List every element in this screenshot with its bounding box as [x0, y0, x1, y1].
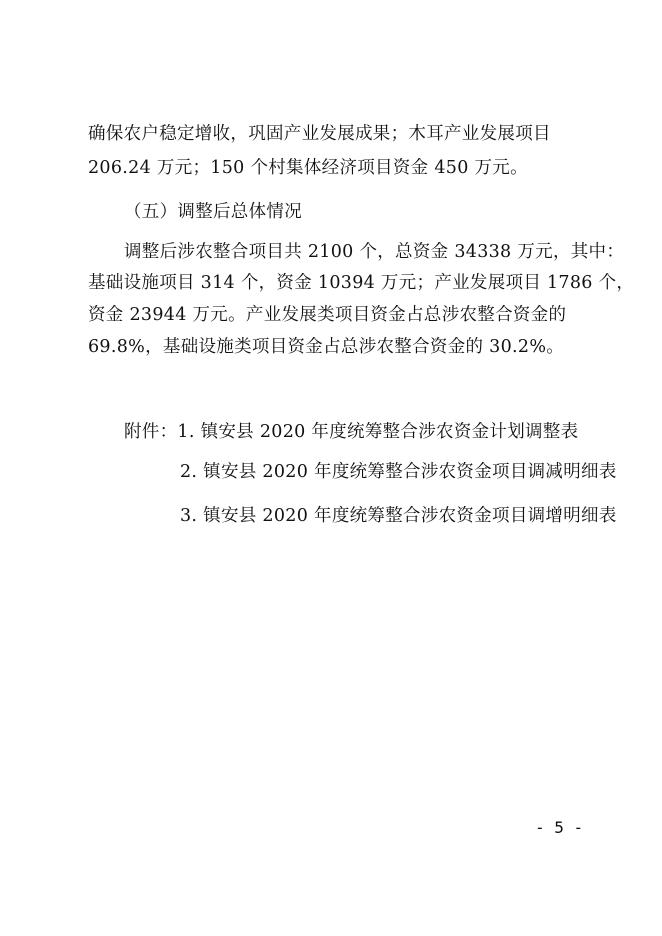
paragraph-line: 206.24 万元；150 个村集体经济项目资金 450 万元。	[88, 158, 528, 178]
paragraph-line: 基础设施项目 314 个，资金 10394 万元；产业发展项目 1786 个，	[88, 273, 635, 293]
attachment-item	[124, 420, 578, 444]
attachment-item: 3. 镇安县 2020 年度统筹整合涉农资金项目调增明细表	[180, 506, 617, 526]
attachment-title: 1. 镇安县 2020 年度统筹整合涉农资金计划调整表	[177, 422, 579, 442]
paragraph-line: 调整后涉农整合项目共 2100 个，总资金 34338 万元，其中：	[124, 242, 625, 262]
paragraph-line: 确保农户稳定增收，巩固产业发展成果；木耳产业发展项目	[88, 124, 551, 144]
attachment-item: 2. 镇安县 2020 年度统筹整合涉农资金项目调减明细表	[180, 462, 617, 482]
page-number: - 5 -	[535, 818, 584, 837]
paragraph-line: 69.8%，基础设施类项目资金占总涉农整合资金的 30.2%。	[88, 337, 565, 357]
attachment-label: 附件：	[124, 422, 178, 442]
section-heading: （五）调整后总体情况	[124, 202, 302, 222]
paragraph-line: 资金 23944 万元。产业发展类项目资金占总涉农整合资金的	[88, 305, 567, 325]
